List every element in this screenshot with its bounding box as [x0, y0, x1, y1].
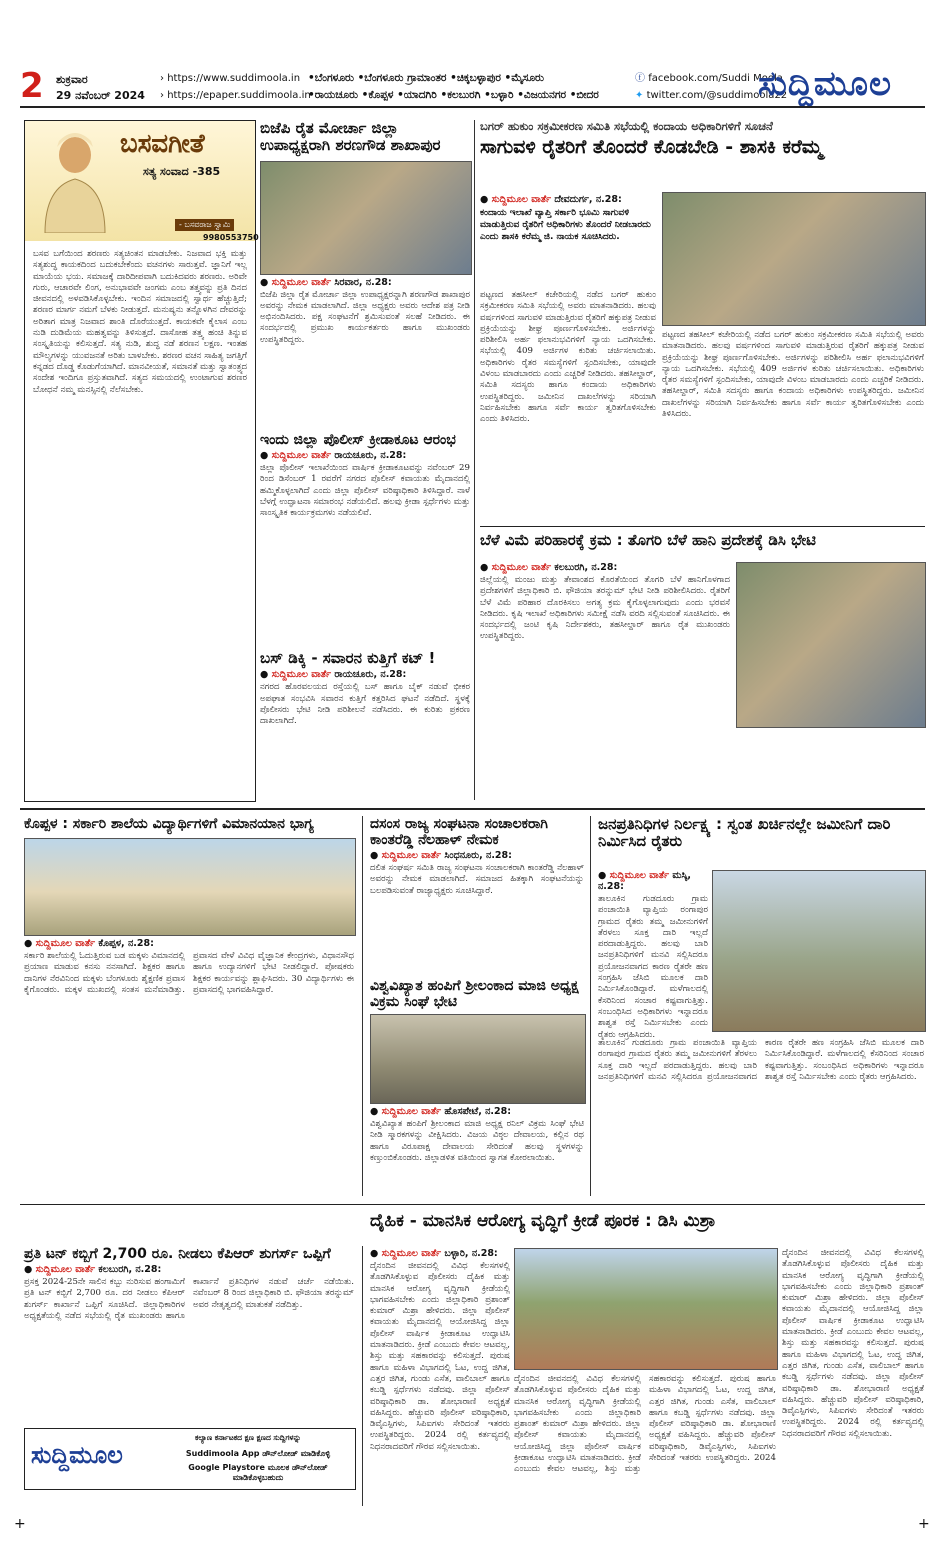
column-divider: [474, 120, 475, 800]
facebook-icon: ⓕ: [635, 73, 649, 84]
bele-text-box: [480, 560, 730, 795]
ad-line-1: Suddimoola App ಡೌನ್‌ಲೋಡ್ ಮಾಡಿಕೊಳ್ಳಿ: [185, 1449, 331, 1458]
lead-headline: ಸಾಗುವಳಿ ರೈತರಿಗೆ ತೊಂದರೆ ಕೊಡಬೇಡಿ - ಶಾಸಕಿ ಕರೆಮ್ಮ: [480, 136, 823, 159]
header-rule: [20, 106, 925, 108]
bus-headline: ಬಸ್ ಡಿಕ್ಕಿ - ಸವಾರನ ಕುತ್ತಿಗೆ ಕಟ್ !: [260, 649, 436, 667]
section-rule: [20, 808, 925, 810]
bus-article: [260, 650, 470, 782]
lead-kicker: ಬಗರ್ ಹುಕುಂ ಸಕ್ರಮೀಕರಣ ಸಮಿತಿ ಸಭೆಯಲ್ಲಿ ಕಂದಾಯ ಅಧಿಕಾರಿಗಳಿಗೆ ಸೂಚನೆ: [480, 119, 773, 133]
janaprati-byline: ● ಸುದ್ದಿಮೂಲ ವಾರ್ತೆ ಮಸ್ಕಿ, ನ.28:: [598, 870, 691, 892]
lead-lede-box: [480, 192, 656, 243]
sports-body: ದೈನಂದಿನ ಜೀವನದಲ್ಲಿ ವಿವಿಧ ಕೆಲಸಗಳಲ್ಲಿ ತೊಡಗಿಸಿಕೊಳ್ಳುವ ಪೊಲೀಸರು ದೈಹಿಕ ಮತ್ತು ಮಾನಸಿಕ ಆರೋಗ್ಯ ವೃದ್ಧಿಗಾಗಿ ಕ್ರೀಡೆಯಲ್ಲಿ ಭಾಗವಹಿಸಬೇಕು ಎಂದು ಜಿಲ್ಲಾಧಿಕಾರಿ ಪ್ರಶಾಂತ್ ಕುಮಾರ್ ಮಿಶ್ರಾ ಹೇಳಿದರು. ಜಿಲ್ಲಾ ಪೊಲೀಸ್ ಕವಾಯತು ಮೈದಾನದಲ್ಲಿ ಆಯೋಜಿಸಿದ್ದ ಜಿಲ್ಲಾ ಪೊಲೀಸ್ ವಾರ್ಷಿಕ ಕ್ರೀಡಾಕೂಟ ಉದ್ಘಾಟಿಸಿ ಮಾತನಾಡಿದರು. ಕ್ರೀಡೆ ಎಂಬುದು ಕೇವಲ ಆಟವಲ್ಲ, ಶಿಸ್ತು ಮತ್ತು ಸಹಕಾರವನ್ನು ಕಲಿಸುತ್ತದೆ. ಪುರುಷ ಹಾಗೂ ಮಹಿಳಾ ವಿಭಾಗದಲ್ಲಿ ಓಟ, ಉದ್ದ ಜಿಗಿತ, ಎತ್ತರ ಜಿಗಿತ, ಗುಂಡು ಎಸೆತ, ವಾಲಿಬಾಲ್ ಹಾಗೂ ಕಬಡ್ಡಿ ಸ್ಪರ್ಧೆಗಳು ನಡೆದವು. ಜಿಲ್ಲಾ ಪೊಲೀಸ್ ವರಿಷ್ಠಾಧಿಕಾರಿ ಡಾ. ಶೋಭಾರಾಣಿ ಅಧ್ಯಕ್ಷತೆ ವಹಿಸಿದ್ದರು. ಹೆಚ್ಚುವರಿ ಪೊಲೀಸ್ ವರಿಷ್ಠಾಧಿಕಾರಿ, ಡಿವೈಎಸ್ಪಿಗಳು, ಸಿಪಿಐಗಳು ಸೇರಿದಂತೆ ಇತರರು ಉಪಸ್ಥಿತರಿದ್ದರು. 2024 ರಲ್ಲಿ ಕರ್ತವ್ಯದಲ್ಲಿ ನಿಧನರಾದವರಿಗೆ ಗೌರವ ಸಲ್ಲಿಸಲಾಯಿತು.: [370, 1261, 510, 1452]
facebook-link[interactable]: facebook.com/Suddi Moola: [648, 73, 783, 84]
page-number: 2: [20, 66, 44, 106]
ad-line-2: Google Playstore ಮೂಲಕ ಡೌನ್‌ಲೋಡ್ ಮಾಡಿಕೊಳ್ಳಬಹುದು: [188, 1463, 328, 1482]
basava-column: [24, 120, 259, 802]
column-divider: [362, 816, 363, 1196]
lead-body-col2: ಪಟ್ಟಣದ ತಹಸೀಲ್ ಕಚೇರಿಯಲ್ಲಿ ನಡೆದ ಬಗರ್ ಹುಕುಂ ಸಕ್ರಮೀಕರಣ ಸಮಿತಿ ಸಭೆಯಲ್ಲಿ ಅವರು ಮಾತನಾಡಿದರು. ಹಲವು ವರ್ಷಗಳಿಂದ ಸಾಗುವಳಿ ಮಾಡುತ್ತಿರುವ ರೈತರಿಗೆ ಹಕ್ಕುಪತ್ರ ನೀಡುವ ಪ್ರಕ್ರಿಯೆಯನ್ನು ಶೀಘ್ರ ಪೂರ್ಣಗೊಳಿಸಬೇಕು. ಅರ್ಜಿಗಳನ್ನು ಪರಿಶೀಲಿಸಿ ಅರ್ಹ ಫಲಾನುಭವಿಗಳಿಗೆ ನ್ಯಾಯ ಒದಗಿಸಬೇಕು. ಸಭೆಯಲ್ಲಿ 409 ಅರ್ಜಿಗಳ ಕುರಿತು ಚರ್ಚಿಸಲಾಯಿತು. ಅಧಿಕಾರಿಗಳು ರೈತರ ಸಮಸ್ಯೆಗಳಿಗೆ ಸ್ಪಂದಿಸಬೇಕು, ಯಾವುದೇ ವಿಳಂಬ ಮಾಡಬಾರದು ಎಂದು ಎಚ್ಚರಿಕೆ ನೀಡಿದರು. ತಹಸೀಲ್ದಾರ್, ಸಮಿತಿ ಸದಸ್ಯರು ಹಾಗೂ ಕಂದಾಯ ಅಧಿಕಾರಿಗಳು ಉಪಸ್ಥಿತರಿದ್ದರು. ಜಮೀನಿನ ದಾಖಲೆಗಳನ್ನು ಸರಿಯಾಗಿ ನಿರ್ವಹಿಸಬೇಕು ಹಾಗೂ ಸರ್ವೆ ಕಾರ್ಯ ತ್ವರಿತಗೊಳಿಸಬೇಕು ಎಂದು ತಿಳಿಸಿದರು.: [662, 330, 924, 420]
day-label: ಶುಕ್ರವಾರ: [56, 73, 88, 86]
sugar-headline: ಪ್ರತಿ ಟನ್ ಕಬ್ಬಿಗೆ 2,700 ರೂ. ನೀಡಲು ಕೆಪಿಆರ್ ಶುಗರ್ಸ್ ಒಪ್ಪಿಗೆ: [24, 1246, 331, 1262]
bjp-article: [260, 120, 470, 430]
date-label: 29 ನವೆಂಬರ್ 2024: [56, 89, 145, 102]
basava-phone: 9980553750: [203, 233, 259, 242]
bus-byline: ● ಸುದ್ದಿಮೂಲ ವಾರ್ತೆ ರಾಯಚೂರು, ನ.28:: [260, 669, 407, 681]
app-ad[interactable]: [24, 1428, 356, 1490]
bele-byline: ● ಸುದ್ದಿಮೂಲ ವಾರ್ತೆ ಕಲಬುರಗಿ, ನ.28:: [480, 562, 618, 573]
sports-photo: [514, 1248, 778, 1370]
janaprati-photo: [712, 870, 926, 1032]
sports-headline: ದೈಹಿಕ - ಮಾನಸಿಕ ಆರೋಗ್ಯ ವೃದ್ಧಿಗೆ ಕ್ರೀಡೆ ಪೂರಕ : ಡಿಸಿ ಮಿಶ್ರಾ: [370, 1211, 716, 1231]
basava-body: ಬಸವ ಬಗೆಯಿಂದ ಶರಣರು ಸತ್ಯಚಿಂತನ ಮಾಡಬೇಕು. ನಿಜವಾದ ಭಕ್ತಿ ಮತ್ತು ಸತ್ಯಶುದ್ಧ ಕಾಯಕದಿಂದ ಬದುಕಬೇಕೆಂದು ವಚನಗಳು ಸಾರುತ್ತವೆ. ಜ್ಞಾನಿಗೆ ಇಲ್ಲ ಮಾಯೆಯ ಭಯ. ಸಮಾಜಕ್ಕೆ ದಾರಿದೀಪವಾಗಿ ಬದುಕಿದವರು ಶರಣರು. ಅರಿವೇ ಗುರು, ಆಚಾರವೇ ಲಿಂಗ, ಅನುಭಾವವೇ ಜಂಗಮ ಎಂಬ ತತ್ತ್ವವನ್ನು ಪ್ರತಿ ದಿನದ ಜೀವನದಲ್ಲಿ ಅಳವಡಿಸಿಕೊಳ್ಳಬೇಕು. ಇಂದಿನ ಸಮಾಜದಲ್ಲಿ ಸ್ವಾರ್ಥ ಹೆಚ್ಚುತ್ತಿದೆ; ಶರಣರ ಮಾರ್ಗ ನಮಗೆ ಬೆಳಕು ನೀಡುತ್ತದೆ. ಮನುಷ್ಯನು ತನ್ನೊಳಗಿನ ದೇವರನ್ನು ಅರಿತಾಗ ಮಾತ್ರ ನಿಜವಾದ ಶಾಂತಿ ದೊರೆಯುತ್ತದೆ. ಕಾಯಕವೇ ಕೈಲಾಸ ಎಂಬ ನುಡಿ ದುಡಿಮೆಯ ಮಹತ್ವವನ್ನು ತಿಳಿಸುತ್ತದೆ. ದಾಸೋಹ ತತ್ತ್ವ ಹಂಚಿ ತಿನ್ನುವ ಸಂಸ್ಕೃತಿಯನ್ನು ಕಲಿಸುತ್ತದೆ. ಸತ್ಯ ನುಡಿ, ಶುದ್ಧ ನಡೆ ಶರಣನ ಲಕ್ಷಣ. ಇಂತಹ ಮೌಲ್ಯಗಳನ್ನು ಯುವಜನತೆ ಅರಿತು ಬಾಳಬೇಕು. ಶರಣರ ವಚನ ಸಾಹಿತ್ಯ ಜಗತ್ತಿಗೆ ಕನ್ನಡದ ದೊಡ್ಡ ಕೊಡುಗೆಯಾಗಿದೆ. ಮಾನವೀಯತೆ, ಸಮಾನತೆ ಮತ್ತು ಸ್ವಾತಂತ್ರ್ಯದ ಸಂದೇಶ ಇಂದಿಗೂ ಪ್ರಸ್ತುತವಾಗಿದೆ. ಸತ್ಯದ ಸಮಯದಲ್ಲಿ ಉಂಟಾಗುವ ಶರಣರ ಬೋಧನೆ ನಮ್ಮ ಮನಸ್ಸಿನಲ್ಲಿ ನೆಲೆಸಬೇಕು.: [33, 249, 247, 395]
divider: [480, 526, 925, 527]
sugar-body: ಪ್ರಸಕ್ತ 2024-25ನೇ ಸಾಲಿನ ಕಬ್ಬು ನುರಿಸುವ ಹಂಗಾಮಿಗೆ ಪ್ರತಿ ಟನ್ ಕಬ್ಬಿಗೆ 2,700 ರೂ. ದರ ನೀಡಲು ಕೆಪಿಆರ್ ಶುಗರ್ಸ್ ಕಾರ್ಖಾನೆ ಒಪ್ಪಿಗೆ ಸೂಚಿಸಿದೆ. ಜಿಲ್ಲಾಧಿಕಾರಿಗಳ ಅಧ್ಯಕ್ಷತೆಯಲ್ಲಿ ನಡೆದ ಸಭೆಯಲ್ಲಿ ರೈತ ಮುಖಂಡರು ಹಾಗೂ ಕಾರ್ಖಾನೆ ಪ್ರತಿನಿಧಿಗಳ ನಡುವೆ ಚರ್ಚೆ ನಡೆಯಿತು. ನವೆಂಬರ್ 8 ರಿಂದ ಜಿಲ್ಲಾಧಿಕಾರಿ ಬಿ. ಫೌಜಿಯಾ ತರನ್ನುಮ್ ಅವರ ನೇತೃತ್ವದಲ್ಲಿ ಮಾತುಕತೆ ನಡೆದಿತ್ತು.: [24, 1277, 354, 1321]
saint-portrait-icon: [35, 127, 115, 233]
koppal-byline: ● ಸುದ್ದಿಮೂಲ ವಾರ್ತೆ ಕೊಪ್ಪಳ, ನ.28:: [24, 938, 154, 950]
hampi-headline: ವಿಶ್ವವಿಖ್ಯಾತ ಹಂಪಿಗೆ ಶ್ರೀಲಂಕಾದ ಮಾಜಿ ಅಧ್ಯಕ್ಷ ವಿಕ್ರಮ ಸಿಂಘೆ ಭೇಟಿ: [370, 978, 579, 1011]
dasanasa-byline: ● ಸುದ್ದಿಮೂಲ ವಾರ್ತೆ ಸಿಂಧನೂರು, ನ.28:: [370, 850, 512, 862]
crop-mark-icon: +: [918, 1516, 930, 1532]
twitter-link[interactable]: twitter.com/@suddimoola22: [646, 90, 788, 101]
lead-photo: [662, 192, 926, 326]
koppal-article: [24, 816, 354, 1201]
sports-byline: ● ಸುದ್ದಿಮೂಲ ವಾರ್ತೆ ಬಳ್ಳಾರಿ, ನ.28:: [370, 1248, 498, 1259]
basava-banner: [25, 121, 259, 242]
janaprati-body: ತಾಲೂಕಿನ ಗುಡದೂರು ಗ್ರಾಮ ಪಂಚಾಯಿತಿ ವ್ಯಾಪ್ತಿಯ ರಂಗಾಪುರ ಗ್ರಾಮದ ರೈತರು ತಮ್ಮ ಜಮೀನುಗಳಿಗೆ ತೆರಳಲು ಸೂಕ್ತ ದಾರಿ ಇಲ್ಲದೆ ಪರದಾಡುತ್ತಿದ್ದರು. ಹಲವು ಬಾರಿ ಜನಪ್ರತಿನಿಧಿಗಳಿಗೆ ಮನವಿ ಸಲ್ಲಿಸಿದರೂ ಪ್ರಯೋಜನವಾಗದ ಕಾರಣ ರೈತರೇ ಹಣ ಸಂಗ್ರಹಿಸಿ ಜೆಸಿಬಿ ಮೂಲಕ ದಾರಿ ನಿರ್ಮಿಸಿಕೊಂಡಿದ್ದಾರೆ. ಮಳೆಗಾಲದಲ್ಲಿ ಕೆಸರಿನಿಂದ ಸಂಚಾರ ಕಷ್ಟವಾಗುತ್ತಿತ್ತು. ಸಂಬಂಧಿಸಿದ ಅಧಿಕಾರಿಗಳು ಇನ್ನಾದರೂ ಶಾಶ್ವತ ರಸ್ತೆ ನಿರ್ಮಿಸಬೇಕು ಎಂದು ರೈತರು ಆಗ್ರಹಿಸಿದರು.: [598, 894, 708, 1040]
sports-body-side: ದೈನಂದಿನ ಜೀವನದಲ್ಲಿ ವಿವಿಧ ಕೆಲಸಗಳಲ್ಲಿ ತೊಡಗಿಸಿಕೊಳ್ಳುವ ಪೊಲೀಸರು ದೈಹಿಕ ಮತ್ತು ಮಾನಸಿಕ ಆರೋಗ್ಯ ವೃದ್ಧಿಗಾಗಿ ಕ್ರೀಡೆಯಲ್ಲಿ ಭಾಗವಹಿಸಬೇಕು ಎಂದು ಜಿಲ್ಲಾಧಿಕಾರಿ ಪ್ರಶಾಂತ್ ಕುಮಾರ್ ಮಿಶ್ರಾ ಹೇಳಿದರು. ಜಿಲ್ಲಾ ಪೊಲೀಸ್ ಕವಾಯತು ಮೈದಾನದಲ್ಲಿ ಆಯೋಜಿಸಿದ್ದ ಜಿಲ್ಲಾ ಪೊಲೀಸ್ ವಾರ್ಷಿಕ ಕ್ರೀಡಾಕೂಟ ಉದ್ಘಾಟಿಸಿ ಮಾತನಾಡಿದರು. ಕ್ರೀಡೆ ಎಂಬುದು ಕೇವಲ ಆಟವಲ್ಲ, ಶಿಸ್ತು ಮತ್ತು ಸಹಕಾರವನ್ನು ಕಲಿಸುತ್ತದೆ. ಪುರುಷ ಹಾಗೂ ಮಹಿಳಾ ವಿಭಾಗದಲ್ಲಿ ಓಟ, ಉದ್ದ ಜಿಗಿತ, ಎತ್ತರ ಜಿಗಿತ, ಗುಂಡು ಎಸೆತ, ವಾಲಿಬಾಲ್ ಹಾಗೂ ಕಬಡ್ಡಿ ಸ್ಪರ್ಧೆಗಳು ನಡೆದವು. ಜಿಲ್ಲಾ ಪೊಲೀಸ್ ವರಿಷ್ಠಾಧಿಕಾರಿ ಡಾ. ಶೋಭಾರಾಣಿ ಅಧ್ಯಕ್ಷತೆ ವಹಿಸಿದ್ದರು. ಹೆಚ್ಚುವರಿ ಪೊಲೀಸ್ ವರಿಷ್ಠಾಧಿಕಾರಿ, ಡಿವೈಎಸ್ಪಿಗಳು, ಸಿಪಿಐಗಳು ಸೇರಿದಂತೆ ಇತರರು ಉಪಸ್ಥಿತರಿದ್ದರು. 2024 ರಲ್ಲಿ ಕರ್ತವ್ಯದಲ್ಲಿ ನಿಧನರಾದವರಿಗೆ ಗೌರವ ಸಲ್ಲಿಸಲಾಯಿತು.: [782, 1248, 924, 1439]
hampi-article: [370, 978, 584, 1189]
website-link[interactable]: https://www.suddimoola.in: [167, 73, 301, 84]
column-divider: [590, 816, 591, 1196]
lead-article: [480, 120, 925, 159]
date-block: [56, 72, 145, 104]
police-article: [260, 432, 470, 633]
editions-row-2: •ರಾಯಚೂರು •ಕೊಪ್ಪಳ •ಯಾದಗಿರಿ •ಕಲಬುರಗಿ •ಬಳ್ಳಾರಿ •ವಿಜಯನಗರ •ಬೀದರ: [308, 89, 599, 101]
janaprati-headline: ಜನಪ್ರತಿನಿಧಿಗಳ ನಿರ್ಲಕ್ಷ್ಯ : ಸ್ವಂತ ಖರ್ಚಿನಲ್ಲೇ ಜಮೀನಿಗೆ ದಾರಿ ನಿರ್ಮಿಸಿದ ರೈತರು: [598, 815, 891, 851]
column-divider: [362, 1246, 363, 1506]
koppal-headline: ಕೊಪ್ಪಳ : ಸರ್ಕಾರಿ ಶಾಲೆಯ ವಿದ್ಯಾರ್ಥಿಗಳಿಗೆ ವಿಮಾನಯಾನ ಭಾಗ್ಯ: [24, 816, 314, 832]
bele-article: [480, 532, 925, 549]
bjp-headline: ಬಿಜೆಪಿ ರೈತ ಮೋರ್ಚಾ ಜಿಲ್ಲಾ ಉಪಾಧ್ಯಕ್ಷರಾಗಿ ಶರಣಗೌಡ ಶಾಖಾಪುರ: [260, 119, 441, 155]
hampi-body: ವಿಶ್ವವಿಖ್ಯಾತ ಹಂಪಿಗೆ ಶ್ರೀಲಂಕಾದ ಮಾಜಿ ಅಧ್ಯಕ್ಷ ರನಿಲ್ ವಿಕ್ರಮ ಸಿಂಘೆ ಭೇಟಿ ನೀಡಿ ಸ್ಮಾರಕಗಳನ್ನು ವೀಕ್ಷಿಸಿದರು. ವಿಜಯ ವಿಠ್ಠಲ ದೇವಾಲಯ, ಕಲ್ಲಿನ ರಥ ಹಾಗೂ ವಿರೂಪಾಕ್ಷ ದೇವಾಲಯ ಸೇರಿದಂತೆ ಹಲವು ಸ್ಥಳಗಳನ್ನು ಕಣ್ತುಂಬಿಕೊಂಡರು. ಜಿಲ್ಲಾಡಳಿತ ವತಿಯಿಂದ ಸ್ವಾಗತ ಕೋರಲಾಯಿತು.: [370, 1119, 584, 1164]
url-block: [160, 70, 311, 104]
dasanasa-article: [370, 816, 584, 933]
editions-row-1: •ಬೆಂಗಳೂರು •ಬೆಂಗಳೂರು ಗ್ರಾಮಾಂತರ •ಚಿಕ್ಕಬಳ್ಳಾಪುರ •ಮೈಸೂರು: [308, 72, 544, 84]
koppal-photo: [24, 838, 356, 936]
basava-title: ಬಸವಗೀತೆ: [120, 129, 205, 159]
bele-headline: ಬೆಳೆ ವಿಮೆ ಪರಿಹಾರಕ್ಕೆ ಕ್ರಮ : ತೊಗರಿ ಬೆಳೆ ಹಾನಿ ಪ್ರದೇಶಕ್ಕೆ ಡಿಸಿ ಭೇಟಿ: [480, 531, 816, 549]
section-rule: [20, 1204, 925, 1205]
dasanasa-headline: ದಸಂಸ ರಾಜ್ಯ ಸಂಘಟನಾ ಸಂಚಾಲಕರಾಗಿ ಕಾಂತರೆಡ್ಡಿ ನೆಲಹಾಳ್ ನೇಮಕ: [370, 816, 548, 849]
bele-photo: [736, 562, 926, 728]
hampi-photo: [370, 1014, 586, 1104]
bjp-byline: ● ಸುದ್ದಿಮೂಲ ವಾರ್ತೆ ಸಿರವಾರ, ನ.28:: [260, 276, 392, 288]
crop-mark-icon: +: [14, 1516, 26, 1532]
police-byline: ● ಸುದ್ದಿಮೂಲ ವಾರ್ತೆ ರಾಯಚೂರು, ನ.28:: [260, 450, 407, 462]
bele-body: ಜಿಲ್ಲೆಯಲ್ಲಿ ಮಂಜು ಮತ್ತು ತೇವಾಂಶದ ಕೊರತೆಯಿಂದ ತೊಗರಿ ಬೆಳೆ ಹಾನಿಗೊಳಗಾದ ಪ್ರದೇಶಗಳಿಗೆ ಜಿಲ್ಲಾಧಿಕಾರಿ ಬಿ. ಫೌಜಿಯಾ ತರನ್ನುಮ್ ಭೇಟಿ ನೀಡಿ ಪರಿಶೀಲಿಸಿದರು. ರೈತರಿಗೆ ಬೆಳೆ ವಿಮೆ ಪರಿಹಾರ ದೊರಕಿಸಲು ಅಗತ್ಯ ಕ್ರಮ ಕೈಗೊಳ್ಳಲಾಗುವುದು ಎಂದು ಭರವಸೆ ನೀಡಿದರು. ಕೃಷಿ ಇಲಾಖೆ ಅಧಿಕಾರಿಗಳು ಸಮೀಕ್ಷೆ ನಡೆಸಿ ವರದಿ ಸಲ್ಲಿಸುವಂತೆ ಸೂಚಿಸಿದರು. ಈ ಸಂದರ್ಭದಲ್ಲಿ ಜಂಟಿ ಕೃಷಿ ನಿರ್ದೇಶಕರು, ತಹಸೀಲ್ದಾರ್ ಹಾಗೂ ರೈತ ಮುಖಂಡರು ಉಪಸ್ಥಿತರಿದ್ದರು.: [480, 575, 730, 642]
janaprati-text-box: [598, 868, 708, 1054]
janaprati-article: [598, 816, 924, 851]
sugar-byline: ● ಸುದ್ದಿಮೂಲ ವಾರ್ತೆ ಕಲಬುರಗಿ, ನ.28:: [24, 1264, 162, 1276]
lead-body-col1: ಪಟ್ಟಣದ ತಹಸೀಲ್ ಕಚೇರಿಯಲ್ಲಿ ನಡೆದ ಬಗರ್ ಹುಕುಂ ಸಕ್ರಮೀಕರಣ ಸಮಿತಿ ಸಭೆಯಲ್ಲಿ ಅವರು ಮಾತನಾಡಿದರು. ಹಲವು ವರ್ಷಗಳಿಂದ ಸಾಗುವಳಿ ಮಾಡುತ್ತಿರುವ ರೈತರಿಗೆ ಹಕ್ಕುಪತ್ರ ನೀಡುವ ಪ್ರಕ್ರಿಯೆಯನ್ನು ಶೀಘ್ರ ಪೂರ್ಣಗೊಳಿಸಬೇಕು. ಅರ್ಜಿಗಳನ್ನು ಪರಿಶೀಲಿಸಿ ಅರ್ಹ ಫಲಾನುಭವಿಗಳಿಗೆ ನ್ಯಾಯ ಒದಗಿಸಬೇಕು. ಸಭೆಯಲ್ಲಿ 409 ಅರ್ಜಿಗಳ ಕುರಿತು ಚರ್ಚಿಸಲಾಯಿತು. ಅಧಿಕಾರಿಗಳು ರೈತರ ಸಮಸ್ಯೆಗಳಿಗೆ ಸ್ಪಂದಿಸಬೇಕು, ಯಾವುದೇ ವಿಳಂಬ ಮಾಡಬಾರದು ಎಂದು ಎಚ್ಚರಿಕೆ ನೀಡಿದರು. ತಹಸೀಲ್ದಾರ್, ಸಮಿತಿ ಸದಸ್ಯರು ಹಾಗೂ ಕಂದಾಯ ಅಧಿಕಾರಿಗಳು ಉಪಸ್ಥಿತರಿದ್ದರು. ಜಮೀನಿನ ದಾಖಲೆಗಳನ್ನು ಸರಿಯಾಗಿ ನಿರ್ವಹಿಸಬೇಕು ಹಾಗೂ ಸರ್ವೆ ಕಾರ್ಯ ತ್ವರಿತಗೊಳಿಸಬೇಕು ಎಂದು ತಿಳಿಸಿದರು.: [480, 290, 656, 425]
epaper-link[interactable]: https://epaper.suddimoola.in: [167, 90, 311, 101]
masthead-logo: ಸುದ್ದಿಮೂಲ: [758, 64, 892, 104]
sports-text-box: [370, 1246, 510, 1501]
police-headline: ಇಂದು ಜಿಲ್ಲಾ ಪೊಲೀಸ್ ಕ್ರೀಡಾಕೂಟ ಆರಂಭ: [260, 432, 456, 448]
editions-list: [308, 70, 599, 104]
basava-author: - ಬಸವರಾಜ ಸ್ವಾಮಿ: [175, 219, 234, 231]
bus-body: ನಗರದ ಹೊರವಲಯದ ರಸ್ತೆಯಲ್ಲಿ ಬಸ್ ಹಾಗೂ ಬೈಕ್ ನಡುವೆ ಭೀಕರ ಅಪಘಾತ ಸಂಭವಿಸಿ ಸವಾರನ ಕುತ್ತಿಗೆ ಕತ್ತರಿಸಿದ ಘಟನೆ ನಡೆದಿದೆ. ಸ್ಥಳಕ್ಕೆ ಪೊಲೀಸರು ಭೇಟಿ ನೀಡಿ ಪರಿಶೀಲನೆ ನಡೆಸಿದರು. ಈ ಕುರಿತು ಪ್ರಕರಣ ದಾಖಲಾಗಿದೆ.: [260, 682, 470, 727]
hampi-byline: ● ಸುದ್ದಿಮೂಲ ವಾರ್ತೆ ಹೊಸಪೇಟೆ, ನ.28:: [370, 1106, 512, 1118]
arrow-icon: ›: [160, 90, 168, 101]
dasanasa-body: ದಲಿತ ಸಂಘರ್ಷ ಸಮಿತಿ ರಾಜ್ಯ ಸಂಘಟನಾ ಸಂಚಾಲಕರಾಗಿ ಕಾಂತರೆಡ್ಡಿ ನೆಲಹಾಳ್ ಅವರನ್ನು ನೇಮಕ ಮಾಡಲಾಗಿದೆ. ಸಮಾಜದ ಹಿತಕ್ಕಾಗಿ ಸಂಘಟನೆಯನ್ನು ಬಲಪಡಿಸುವಂತೆ ರಾಜ್ಯಾಧ್ಯಕ್ಷರು ಸೂಚಿಸಿದ್ದಾರೆ.: [370, 863, 584, 896]
koppal-body: ಸರ್ಕಾರಿ ಶಾಲೆಯಲ್ಲಿ ಓದುತ್ತಿರುವ ಬಡ ಮಕ್ಕಳು ವಿಮಾನದಲ್ಲಿ ಪ್ರಯಾಣ ಮಾಡುವ ಕನಸು ನನಸಾಗಿದೆ. ಶಿಕ್ಷಕರ ಹಾಗೂ ದಾನಿಗಳ ನೆರವಿನಿಂದ ಮಕ್ಕಳು ಬೆಂಗಳೂರು ಶೈಕ್ಷಣಿಕ ಪ್ರವಾಸ ಕೈಗೊಂಡರು. ಮಕ್ಕಳ ಮುಖದಲ್ಲಿ ಸಂತಸ ಮನೆಮಾಡಿತ್ತು. ಪ್ರವಾಸದ ವೇಳೆ ವಿವಿಧ ವೈಜ್ಞಾನಿಕ ಕೇಂದ್ರಗಳು, ವಿಧಾನಸೌಧ ಹಾಗೂ ಉದ್ಯಾನಗಳಿಗೆ ಭೇಟಿ ನೀಡಲಿದ್ದಾರೆ. ಪೋಷಕರು ಶಿಕ್ಷಕರ ಕಾರ್ಯವನ್ನು ಶ್ಲಾಘಿಸಿದರು. 30 ವಿದ್ಯಾರ್ಥಿಗಳು ಈ ಪ್ರವಾಸದಲ್ಲಿ ಭಾಗವಹಿಸಿದ್ದಾರೆ.: [24, 951, 354, 995]
basava-subtitle: ಸತ್ಯ ಸಂವಾದ -385: [143, 165, 221, 178]
ad-logo: ಸುದ್ದಿಮೂಲ: [31, 1441, 123, 1469]
bjp-body: ಬಿಜೆಪಿ ಜಿಲ್ಲಾ ರೈತ ಮೋರ್ಚಾ ಜಿಲ್ಲಾ ಉಪಾಧ್ಯಕ್ಷರನ್ನಾಗಿ ಶರಣಗೌಡ ಶಾಖಾಪುರ ಅವರನ್ನು ನೇಮಕ ಮಾಡಲಾಗಿದೆ. ಜಿಲ್ಲಾ ಅಧ್ಯಕ್ಷರು ಅವರು ಆದೇಶ ಪತ್ರ ನೀಡಿ ಅಭಿನಂದಿಸಿದರು. ಪಕ್ಷ ಸಂಘಟನೆಗೆ ಶ್ರಮಿಸುವಂತೆ ಸಲಹೆ ನೀಡಿದರು. ಈ ಸಂದರ್ಭದಲ್ಲಿ ಪ್ರಮುಖ ಕಾರ್ಯಕರ್ತರು ಹಾಗೂ ಮುಖಂಡರು ಉಪಸ್ಥಿತರಿದ್ದರು.: [260, 289, 470, 345]
twitter-icon: ✦: [635, 90, 647, 101]
janaprati-body-cont: ತಾಲೂಕಿನ ಗುಡದೂರು ಗ್ರಾಮ ಪಂಚಾಯಿತಿ ವ್ಯಾಪ್ತಿಯ ರಂಗಾಪುರ ಗ್ರಾಮದ ರೈತರು ತಮ್ಮ ಜಮೀನುಗಳಿಗೆ ತೆರಳಲು ಸೂಕ್ತ ದಾರಿ ಇಲ್ಲದೆ ಪರದಾಡುತ್ತಿದ್ದರು. ಹಲವು ಬಾರಿ ಜನಪ್ರತಿನಿಧಿಗಳಿಗೆ ಮನವಿ ಸಲ್ಲಿಸಿದರೂ ಪ್ರಯೋಜನವಾಗದ ಕಾರಣ ರೈತರೇ ಹಣ ಸಂಗ್ರಹಿಸಿ ಜೆಸಿಬಿ ಮೂಲಕ ದಾರಿ ನಿರ್ಮಿಸಿಕೊಂಡಿದ್ದಾರೆ. ಮಳೆಗಾಲದಲ್ಲಿ ಕೆಸರಿನಿಂದ ಸಂಚಾರ ಕಷ್ಟವಾಗುತ್ತಿತ್ತು. ಸಂಬಂಧಿಸಿದ ಅಧಿಕಾರಿಗಳು ಇನ್ನಾದರೂ ಶಾಶ್ವತ ರಸ್ತೆ ನಿರ್ಮಿಸಬೇಕು ಎಂದು ರೈತರು ಆಗ್ರಹಿಸಿದರು.: [598, 1038, 924, 1082]
ad-top-line: ಕಲ್ಯಾಣ ಕರ್ನಾಟಕದ ಕ್ಷಣ ಕ್ಷಣದ ಸುದ್ದಿಗಳನ್ನು: [194, 1433, 302, 1442]
sugar-article: [24, 1246, 354, 1397]
sports-article: [370, 1212, 925, 1232]
sports-body-cont: ದೈನಂದಿನ ಜೀವನದಲ್ಲಿ ವಿವಿಧ ಕೆಲಸಗಳಲ್ಲಿ ತೊಡಗಿಸಿಕೊಳ್ಳುವ ಪೊಲೀಸರು ದೈಹಿಕ ಮತ್ತು ಮಾನಸಿಕ ಆರೋಗ್ಯ ವೃದ್ಧಿಗಾಗಿ ಕ್ರೀಡೆಯಲ್ಲಿ ಭಾಗವಹಿಸಬೇಕು ಎಂದು ಜಿಲ್ಲಾಧಿಕಾರಿ ಪ್ರಶಾಂತ್ ಕುಮಾರ್ ಮಿಶ್ರಾ ಹೇಳಿದರು. ಜಿಲ್ಲಾ ಪೊಲೀಸ್ ಕವಾಯತು ಮೈದಾನದಲ್ಲಿ ಆಯೋಜಿಸಿದ್ದ ಜಿಲ್ಲಾ ಪೊಲೀಸ್ ವಾರ್ಷಿಕ ಕ್ರೀಡಾಕೂಟ ಉದ್ಘಾಟಿಸಿ ಮಾತನಾಡಿದರು. ಕ್ರೀಡೆ ಎಂಬುದು ಕೇವಲ ಆಟವಲ್ಲ, ಶಿಸ್ತು ಮತ್ತು ಸಹಕಾರವನ್ನು ಕಲಿಸುತ್ತದೆ. ಪುರುಷ ಹಾಗೂ ಮಹಿಳಾ ವಿಭಾಗದಲ್ಲಿ ಓಟ, ಉದ್ದ ಜಿಗಿತ, ಎತ್ತರ ಜಿಗಿತ, ಗುಂಡು ಎಸೆತ, ವಾಲಿಬಾಲ್ ಹಾಗೂ ಕಬಡ್ಡಿ ಸ್ಪರ್ಧೆಗಳು ನಡೆದವು. ಜಿಲ್ಲಾ ಪೊಲೀಸ್ ವರಿಷ್ಠಾಧಿಕಾರಿ ಡಾ. ಶೋಭಾರಾಣಿ ಅಧ್ಯಕ್ಷತೆ ವಹಿಸಿದ್ದರು. ಹೆಚ್ಚುವರಿ ಪೊಲೀಸ್ ವರಿಷ್ಠಾಧಿಕಾರಿ, ಡಿವೈಎಸ್ಪಿಗಳು, ಸಿಪಿಐಗಳು ಸೇರಿದಂತೆ ಇತರರು ಉಪಸ್ಥಿತರಿದ್ದರು. 2024: [514, 1374, 776, 1475]
arrow-icon: ›: [160, 73, 168, 84]
bjp-photo: [260, 161, 472, 275]
lead-byline: ● ಸುದ್ದಿಮೂಲ ವಾರ್ತೆ ದೇವದುರ್ಗ, ನ.28:: [480, 194, 622, 205]
police-body: ಜಿಲ್ಲಾ ಪೊಲೀಸ್ ಇಲಾಖೆಯಿಂದ ವಾರ್ಷಿಕ ಕ್ರೀಡಾಕೂಟವನ್ನು ನವೆಂಬರ್ 29 ರಿಂದ ಡಿಸೆಂಬರ್ 1 ರವರೆಗೆ ನಗರದ ಪೊಲೀಸ್ ಕವಾಯತು ಮೈದಾನದಲ್ಲಿ ಹಮ್ಮಿಕೊಳ್ಳಲಾಗಿದೆ ಎಂದು ಜಿಲ್ಲಾ ಪೊಲೀಸ್ ವರಿಷ್ಠಾಧಿಕಾರಿ ತಿಳಿಸಿದ್ದಾರೆ. ನಾಳೆ ಬೆಳಗ್ಗೆ ಉದ್ಘಾಟನಾ ಸಮಾರಂಭ ನಡೆಯಲಿದೆ. ಹಲವು ಕ್ರೀಡಾ ಸ್ಪರ್ಧೆಗಳು ಮತ್ತು ಸಾಂಸ್ಕೃತಿಕ ಕಾರ್ಯಕ್ರಮಗಳು ನಡೆಯಲಿವೆ.: [260, 463, 470, 519]
lead-lede: ಕಂದಾಯ ಇಲಾಖೆ ವ್ಯಾಪ್ತಿ ಸರ್ಕಾರಿ ಭೂಮಿ ಸಾಗುವಳಿ ಮಾಡುತ್ತಿರುವ ರೈತರಿಗೆ ಅಧಿಕಾರಿಗಳು ತೊಂದರೆ ನೀಡಬಾರದು ಎಂದು ಶಾಸಕಿ ಕರೆಮ್ಮ ಜಿ. ನಾಯಕ ಸೂಚಿಸಿದರು.: [480, 208, 651, 242]
